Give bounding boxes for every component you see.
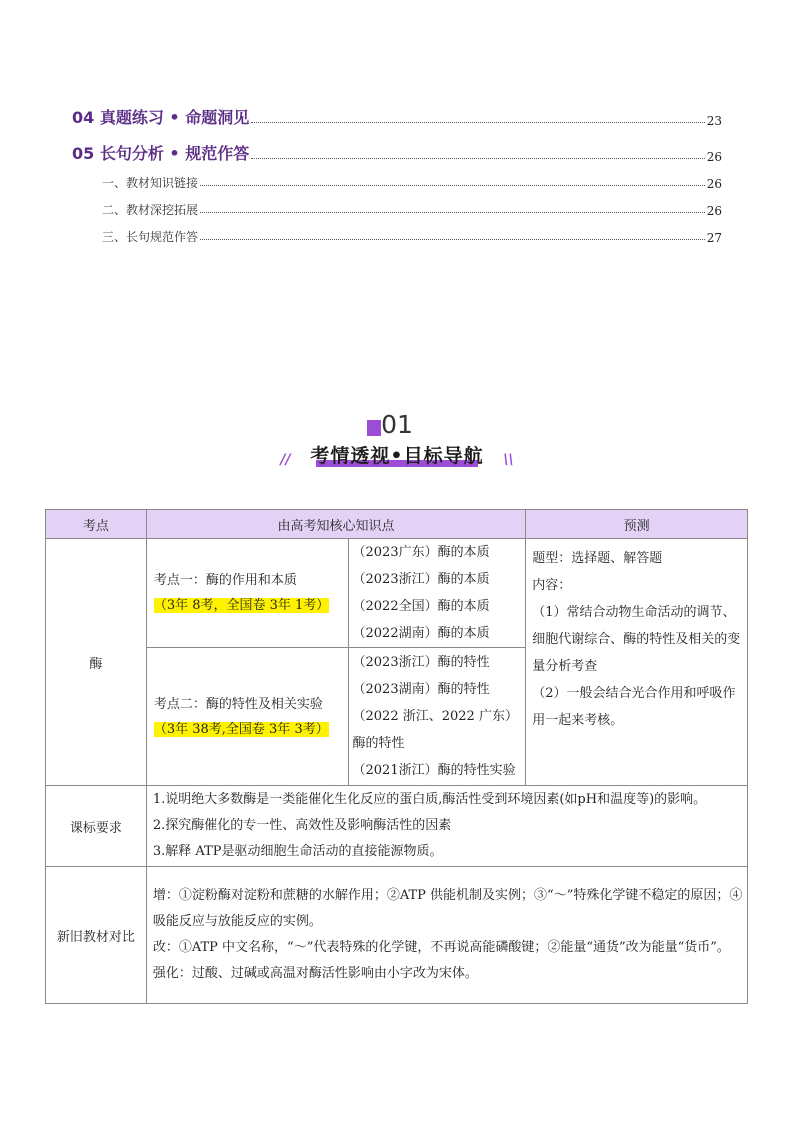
table-header-row [46, 510, 748, 539]
toc-leader [200, 239, 705, 240]
toc-page: 26 [706, 177, 722, 191]
kp1-exam-list [348, 539, 526, 648]
exam-entry: （2023湖南）酶的特性 [352, 682, 490, 697]
exam-entry: （2023浙江）酶的特性 [352, 655, 490, 670]
toc-label: 05 长句分析 • 规范作答 [72, 144, 250, 163]
exam-entry: （2021浙江）酶的特性实验 [352, 763, 516, 778]
toc-page: 27 [706, 231, 722, 245]
section-number-marker [367, 420, 381, 436]
prediction-line: 内容： [532, 578, 572, 593]
toc-page: 26 [706, 204, 722, 218]
knowledge-point-stat: （3年 8考，全国卷 3年 1考） [153, 598, 330, 613]
comparison-line: 增：①淀粉酶对淀粉和蔗糖的水解作用；②ATP 供能机制及实例；③“～”特殊化学键不稳定的原因；④吸能反应与放能反应的实例。 [152, 888, 743, 929]
section-number-text: 01 [381, 410, 413, 439]
exam-entry: 酶的特性 [352, 736, 405, 751]
toc-label: 04 真题练习 • 命题洞见 [72, 108, 250, 127]
requirement-line: 1.说明绝大多数酶是一类能催化生化反应的蛋白质,酶活性受到环境因素(如pH和温度等)的影响。 [152, 792, 707, 807]
prediction-cell [526, 539, 748, 786]
requirement-line: 2.探究酶催化的专一性、高效性及影响酶活性的因素 [152, 818, 452, 833]
slash-decoration-right: \\ [503, 452, 514, 468]
knowledge-point-name: 考点一：酶的作用和本质 [153, 573, 297, 588]
kp2-exam-list [348, 648, 526, 786]
prediction-line: 题型：选择题、解答题 [532, 551, 663, 566]
prediction-line: （2）一般会结合光合作用和呼吸作用一起来考核。 [532, 686, 736, 728]
toc-entry-sub-3[interactable] [72, 218, 722, 245]
knowledge-point-2 [146, 648, 348, 786]
toc-leader [251, 158, 705, 159]
exam-entry: （2023浙江）酶的本质 [352, 572, 490, 587]
exam-entry: （2022 浙江、2022 广东） [352, 709, 518, 724]
exam-entry: （2022湖南）酶的本质 [352, 626, 490, 641]
toc-page: 26 [706, 150, 722, 164]
knowledge-point-stat: （3年 38考,全国卷 3年 3考） [153, 721, 329, 737]
table-row [46, 539, 748, 648]
toc-entry-sub-2[interactable] [72, 191, 722, 218]
exam-entry: （2022全国）酶的本质 [352, 599, 490, 614]
toc-label: 二、教材深挖拓展 [102, 203, 199, 217]
table-row [46, 867, 748, 1004]
header-knowledge: 由高考知核心知识点 [146, 510, 525, 539]
table-of-contents [72, 92, 722, 245]
slash-decoration-left: // [280, 452, 291, 468]
prediction-line: （1）常结合动物生命活动的调节、细胞代谢综合、酶的特性及相关的变量分析考查 [532, 605, 741, 674]
toc-leader [200, 185, 705, 186]
comparison-line: 改：①ATP 中文名称，“～”代表特殊的化学键，不再说高能磷酸键；②能量“通货”改为能量“货币”。 [152, 940, 730, 955]
header-prediction: 预测 [526, 510, 748, 539]
requirements-label: 课标要求 [46, 786, 147, 867]
toc-leader [200, 212, 705, 213]
requirements-cell [146, 786, 747, 867]
knowledge-point-1 [146, 539, 348, 648]
section-header [0, 410, 794, 468]
toc-label: 一、教材知识链接 [102, 176, 199, 190]
requirement-line: 3.解释 ATP是驱动细胞生命活动的直接能源物质。 [152, 844, 443, 859]
exam-analysis-table [45, 509, 748, 1004]
toc-page: 23 [706, 114, 722, 128]
comparison-line: 强化：过酸、过碱或高温对酶活性影响由小字改为宋体。 [152, 966, 478, 981]
section-title: 考情透视•目标导航 [310, 445, 484, 467]
toc-entry-04[interactable] [72, 92, 722, 128]
section-number [381, 410, 413, 439]
toc-entry-sub-1[interactable] [72, 164, 722, 191]
exam-entry: （2023广东）酶的本质 [352, 545, 490, 560]
header-topic: 考点 [46, 510, 147, 539]
knowledge-point-name: 考点二：酶的特性及相关实验 [153, 696, 323, 712]
toc-entry-05[interactable] [72, 128, 722, 164]
comparison-cell [146, 867, 747, 1004]
toc-leader [251, 122, 705, 123]
section-title-wrap [280, 441, 514, 468]
topic-cell: 酶 [46, 539, 147, 786]
toc-label: 三、长句规范作答 [102, 230, 199, 244]
table-row [46, 786, 748, 867]
comparison-label: 新旧教材对比 [46, 867, 147, 1004]
